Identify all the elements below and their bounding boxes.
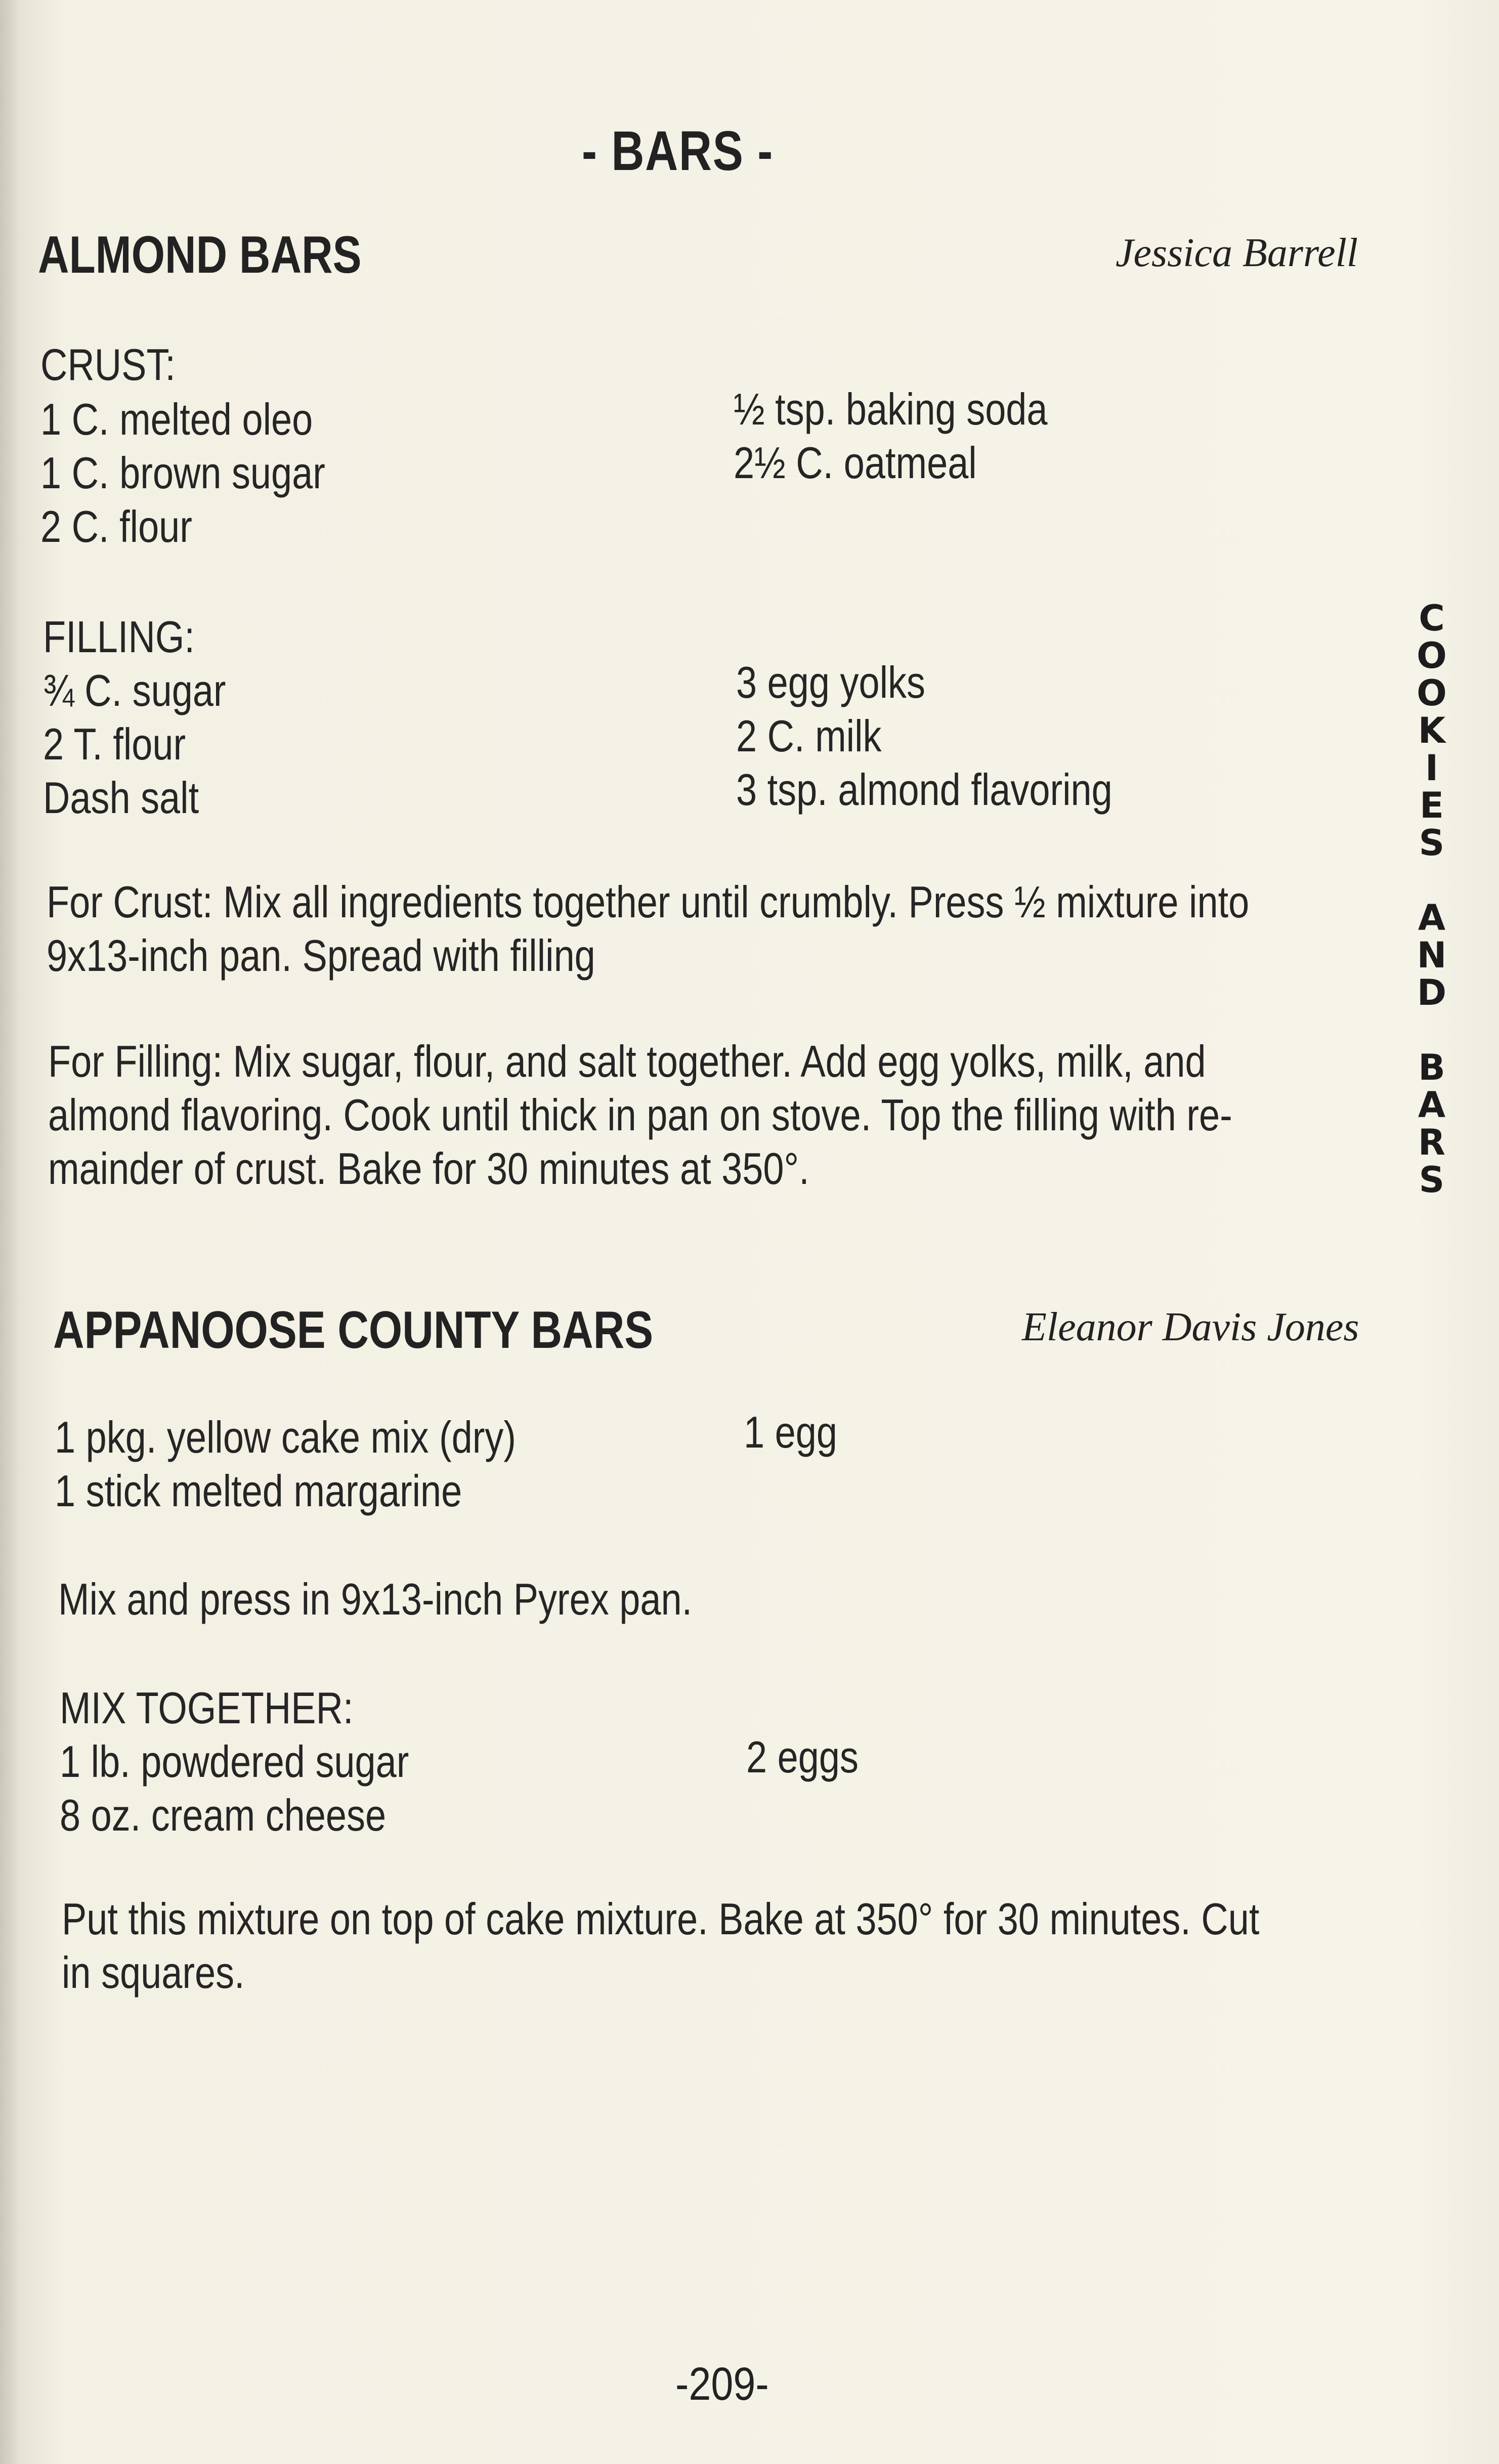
- side-tab-letter: S: [1419, 822, 1445, 864]
- side-tab-letter: I: [1425, 747, 1439, 789]
- crust-label: CRUST:: [40, 339, 176, 390]
- ingredient: 2 C. flour: [40, 501, 192, 551]
- ingredient: 2 eggs: [746, 1732, 859, 1782]
- side-tab-letter: E: [1420, 785, 1444, 826]
- ingredient: 1 pkg. yellow cake mix (dry): [55, 1412, 516, 1462]
- page-number: -209-: [675, 2358, 769, 2410]
- directions-filling: [48, 1035, 1232, 1196]
- side-tab-letter: R: [1418, 1122, 1445, 1163]
- side-tab-letter: S: [1419, 1159, 1445, 1201]
- side-tab-letter: A: [1418, 897, 1446, 939]
- side-tab-letter: A: [1418, 1084, 1446, 1126]
- directions-appanoose: [62, 1892, 1259, 2000]
- ingredient: 2 T. flour: [43, 719, 186, 769]
- recipe-author-almond-bars: Jessica Barrell: [1116, 231, 1358, 275]
- ingredient: 3 egg yolks: [736, 657, 925, 707]
- ingredient: 2 C. milk: [736, 711, 882, 761]
- ingredient: 2½ C. oatmeal: [734, 438, 977, 488]
- ingredient: ½ tsp. baking soda: [734, 384, 1048, 434]
- recipe-title-appanoose-county-bars: APPANOOSE COUNTY BARS: [53, 1301, 654, 1360]
- directions-crust: [47, 875, 1249, 983]
- direction-line: in squares.: [62, 1947, 245, 1998]
- step-text: Mix and press in 9x13-inch Pyrex pan.: [58, 1574, 693, 1624]
- direction-line: mainder of crust. Bake for 30 minutes at 350°.: [48, 1143, 809, 1194]
- ingredient: ¾ C. sugar: [43, 665, 226, 715]
- recipe-author-appanoose-county-bars: Eleanor Davis Jones: [1022, 1305, 1359, 1349]
- side-tab-letter: C: [1419, 598, 1445, 639]
- ingredient: 1 egg: [744, 1407, 837, 1457]
- recipe-title-almond-bars: ALMOND BARS: [38, 226, 362, 284]
- ingredient: 1 C. melted oleo: [40, 394, 313, 444]
- side-tab-spacer: [1406, 1011, 1457, 1049]
- ingredient: 1 lb. powdered sugar: [60, 1736, 409, 1787]
- filling-label: FILLING:: [43, 612, 195, 662]
- section-header: - BARS -: [582, 120, 774, 182]
- ingredient: 8 oz. cream cheese: [60, 1790, 387, 1840]
- side-tab-letter: B: [1418, 1047, 1445, 1088]
- direction-line: Put this mixture on top of cake mixture. Bake at 350° for 30 minutes. Cut: [62, 1894, 1260, 1944]
- direction-line: almond flavoring. Cook until thick in pan on stove. Top the filling with re-: [48, 1090, 1232, 1140]
- side-tab-letter: O: [1417, 635, 1447, 676]
- ingredient: Dash salt: [43, 773, 199, 823]
- direction-line: For Crust: Mix all ingredients together until crumbly. Press ½ mixture into: [47, 877, 1250, 927]
- ingredient: 1 C. brown sugar: [40, 448, 325, 498]
- mix-together-label: MIX TOGETHER:: [60, 1683, 354, 1733]
- ingredient: 1 stick melted margarine: [55, 1466, 462, 1516]
- side-tab-letter: N: [1417, 934, 1447, 976]
- side-tab-letter: K: [1418, 710, 1446, 751]
- side-tab-cookies-and-bars: [1406, 600, 1457, 1199]
- direction-line: 9x13-inch pan. Spread with filling: [47, 930, 595, 981]
- side-tab-letter: D: [1417, 972, 1447, 1013]
- direction-line: For Filling: Mix sugar, flour, and salt together. Add egg yolks, milk, and: [48, 1036, 1206, 1086]
- side-tab-letter: O: [1417, 672, 1447, 714]
- ingredient: 3 tsp. almond flavoring: [736, 764, 1112, 815]
- side-tab-spacer: [1406, 862, 1457, 899]
